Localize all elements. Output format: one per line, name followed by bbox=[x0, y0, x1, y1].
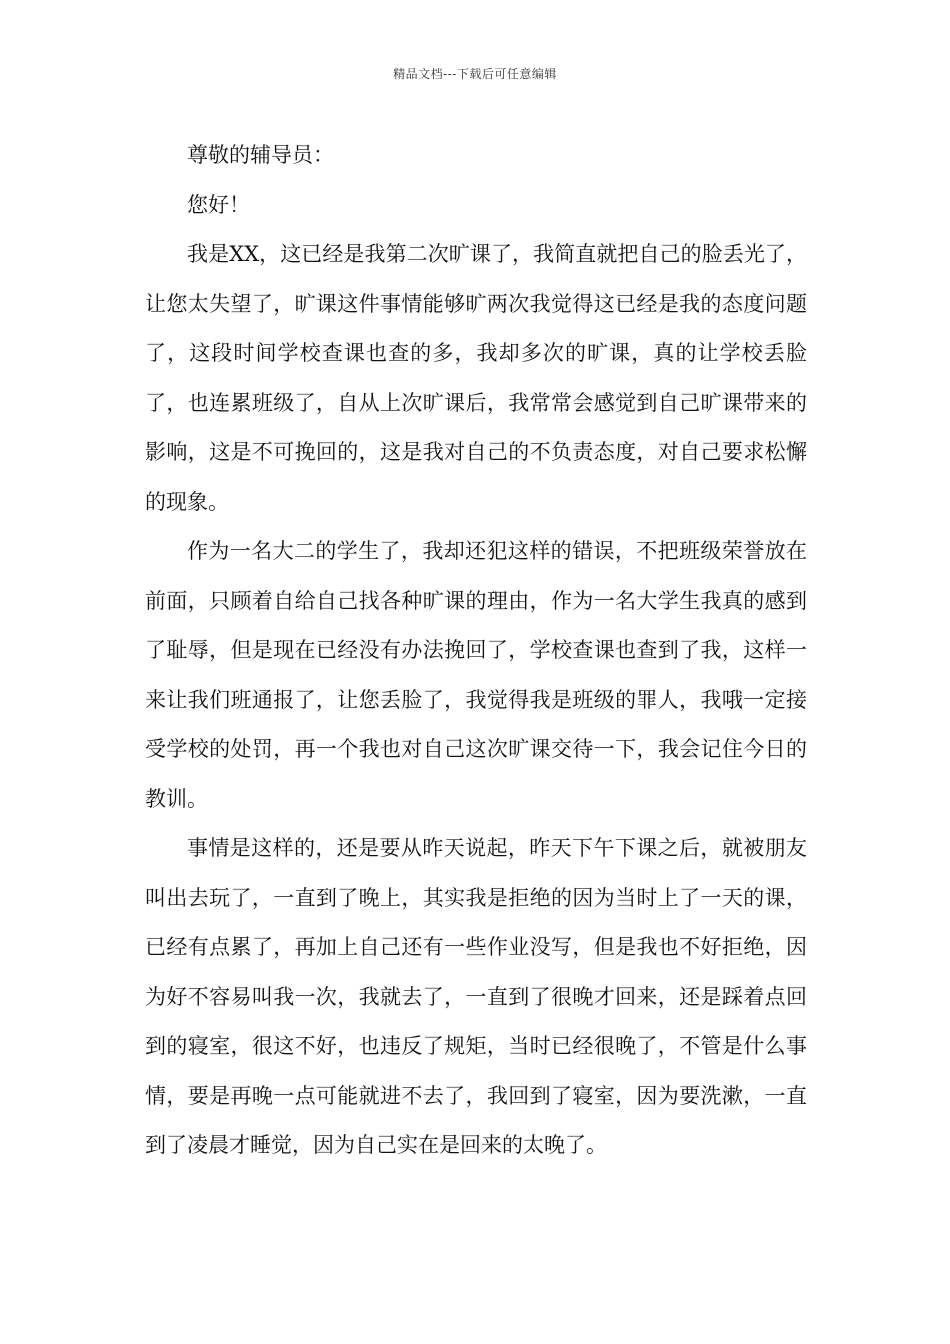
paragraph: 我是XX，这已经是我第二次旷课了，我简直就把自己的脸丢光了，让您太失望了，旷课这件事情能够旷两次我觉得这已经是我的态度问题了，这段时间学校查课也查的多，我却多次的旷课，真的让学校丢脸了，也连累班级了，自从上次旷课后，我常常会感觉到自己旷课带来的影响，这是不可挽回的，这是我对自己的不负责态度，对自己要求松懈的现象。 bbox=[145, 242, 807, 514]
paragraph: 事情是这样的，还是要从昨天说起，昨天下午下课之后，就被朋友叫出去玩了，一直到了晚上，其实我是拒绝的因为当时上了一天的课，已经有点累了，再加上自己还有一些作业没写，但是我也不好拒绝，因为好不容易叫我一次，我就去了，一直到了很晚才回来，还是踩着点回到的寝室，很这不好，也违反了规矩，当时已经很晚了，不管是什么事情，要是再晚一点可能就进不去了，我回到了寝室，因为要洗漱，一直到了凌晨才睡觉，因为自己实在是回来的太晚了。 bbox=[145, 836, 807, 1157]
salutation: 尊敬的辅导员： bbox=[187, 143, 334, 167]
page-header: 精品文档---下载后可任意编辑 bbox=[393, 67, 557, 81]
letter-body bbox=[145, 131, 807, 1171]
greeting: 您好！ bbox=[187, 192, 250, 217]
paragraph: 作为一名大二的学生了，我却还犯这样的错误，不把班级荣誉放在前面，只顾着自给自己找各种旷课的理由，作为一名大学生我真的感到了耻辱，但是现在已经没有办法挽回了，学校查课也查到了我，这样一来让我们班通报了，让您丢脸了，我觉得我是班级的罪人，我哦一定接受学校的处罚，再一个我也对自己这次旷课交待一下，我会记住今日的教训。 bbox=[145, 539, 807, 811]
